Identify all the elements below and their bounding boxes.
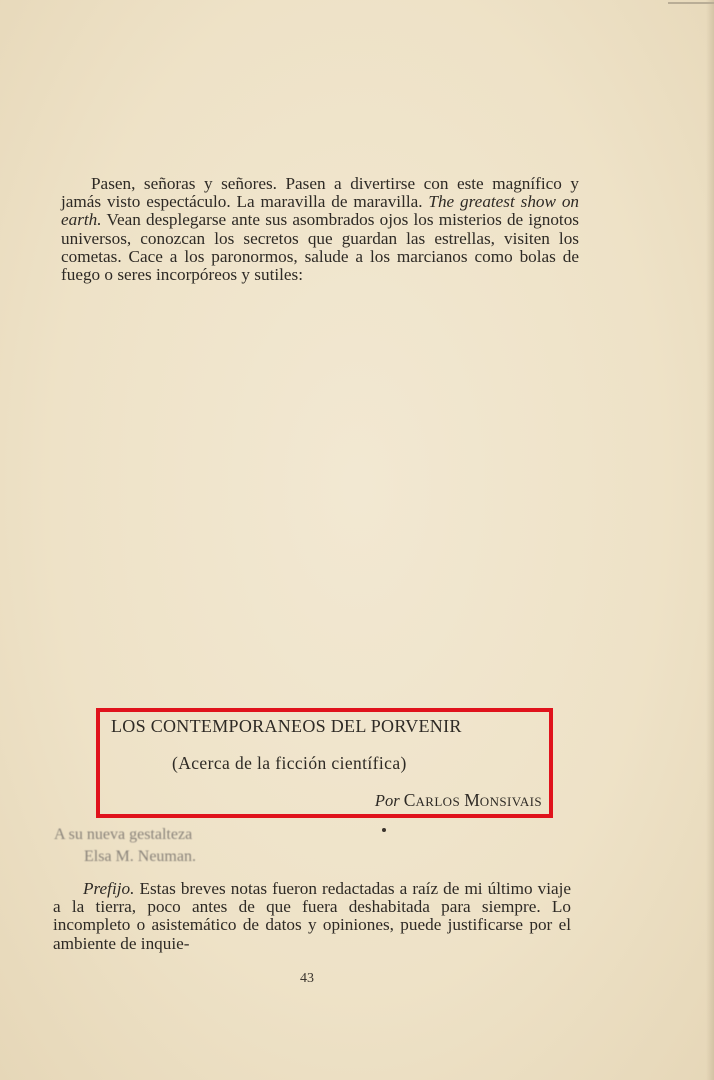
author-last-rest: ONSIVAIS bbox=[479, 794, 542, 809]
intro-paragraph bbox=[61, 175, 579, 284]
body-lead-italic: Prefijo. bbox=[83, 879, 135, 898]
ink-dot bbox=[382, 828, 386, 832]
article-title: LOS CONTEMPORANEOS DEL PORVENIR bbox=[111, 716, 462, 736]
author-first-rest: ARLOS bbox=[415, 794, 461, 809]
byline bbox=[375, 790, 542, 811]
body-paragraph bbox=[53, 880, 571, 953]
body-text: Estas breves notas fueron redactadas a raíz de mi último viaje a la tierra, poco antes de que fuera deshabitada para siempre. Lo incompleto o asistemático de datos y opiniones, puede justificarse por el ambiente de inquie- bbox=[53, 879, 572, 953]
intro-text-end: Vean desplegarse ante sus asombrados ojos los misterios de ignotos universos, conozcan los secretos que guardan las estrellas, visiten los cometas. Cace a los paronormos, salude a los marcianos como bolas de fuego o seres incorpóreos y sutiles: bbox=[61, 210, 579, 285]
byline-prefix: Por bbox=[374, 791, 400, 810]
handwritten-dedication bbox=[54, 824, 196, 868]
dedication-line-1: A su nueva gestalteza bbox=[54, 826, 193, 843]
top-edge-mark bbox=[668, 2, 714, 4]
page-number: 43 bbox=[300, 971, 314, 986]
page-edge-shadow bbox=[706, 0, 714, 1080]
article-subtitle: (Acerca de la ficción científica) bbox=[172, 753, 407, 773]
intro-text-start: Pasen, señoras y señores. Pasen a divertirse con este magnífico y jamás visto espectáculo. La maravilla de maravilla. bbox=[61, 174, 579, 212]
dedication-line-2: Elsa M. Neuman. bbox=[84, 848, 196, 865]
author-last-initial: M bbox=[464, 790, 480, 810]
intro-italic-phrase: The greatest show on earth. bbox=[61, 192, 580, 230]
author-first-initial: C bbox=[403, 790, 416, 810]
